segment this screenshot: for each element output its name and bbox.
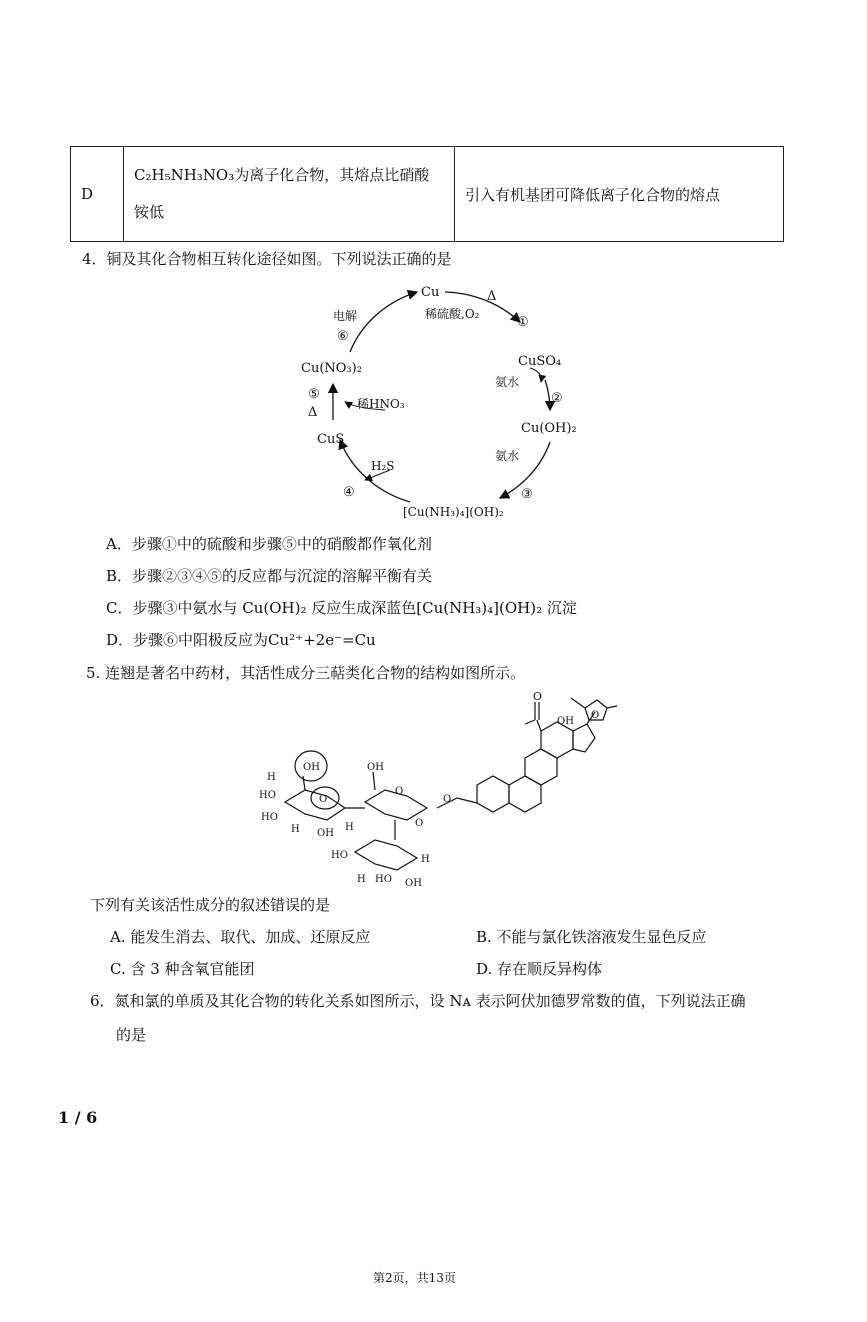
- q6-stem-line1: 6．氮和氯的单质及其化合物的转化关系如图所示，设 Nᴀ 表示阿伏加德罗常数的值，下列说法正确: [90, 992, 746, 1010]
- label-h-4: H: [421, 854, 430, 865]
- reagent-4: H₂S: [371, 459, 395, 473]
- reagent-6: 电解: [333, 309, 358, 323]
- label-ho-2: HO: [261, 812, 278, 823]
- copper-cycle-diagram: [295, 280, 595, 525]
- option-table: [70, 146, 784, 242]
- arrow-step2: [545, 380, 550, 410]
- q6-stem-line2: 的是: [116, 1026, 147, 1044]
- ring-e: [573, 724, 595, 752]
- q5-stem: 5. 连翘是著名中药材，其活性成分三萜类化合物的结构如图所示。: [86, 664, 526, 682]
- row-label: D: [71, 147, 124, 242]
- label-oh-bottom: OH: [405, 878, 422, 889]
- ring-b: [509, 776, 541, 812]
- arrow-step6: [350, 292, 417, 352]
- species-cuno32: Cu(NO₃)₂: [301, 361, 362, 376]
- q5-option-a: A. 能发生消去、取代、加成、还原反应: [110, 928, 371, 946]
- q4-stem: 4．铜及其化合物相互转化途径如图。下列说法正确的是: [82, 250, 452, 268]
- species-cuso4: CuSO₄: [518, 354, 562, 369]
- ring-d: [541, 722, 573, 758]
- heat-mark-5: Δ: [308, 405, 318, 420]
- label-side-oh: OH: [557, 716, 574, 727]
- row-explanation: 引入有机基团可降低离子化合物的熔点: [455, 147, 784, 242]
- reagent-5: 稀HNO₃: [357, 397, 405, 411]
- label-oh-left: OH: [317, 828, 334, 839]
- label-glycoside-o: O: [443, 794, 452, 805]
- q4-option-d: D．步骤⑥中阳极反应为Cu²⁺+2e⁻=Cu: [106, 631, 376, 649]
- step-3: ③: [521, 487, 533, 502]
- sugar-ring-3: [355, 840, 417, 870]
- species-cuoh2: Cu(OH)₂: [521, 421, 577, 436]
- q5-option-b: B. 不能与氯化铁溶液发生显色反应: [476, 928, 707, 946]
- triterpenoid-structure: [245, 690, 625, 890]
- label-oh-mid: OH: [367, 762, 384, 773]
- ring-a: [477, 776, 509, 812]
- species-cu: Cu: [421, 285, 440, 300]
- table-row: [71, 147, 784, 242]
- step-2: ②: [551, 391, 563, 406]
- step-6: ⑥: [337, 329, 349, 344]
- row-statement: C₂H₅NH₃NO₃为离子化合物，其熔点比硝酸铵低: [124, 147, 455, 242]
- reagent-arrow-2: [530, 368, 541, 382]
- q4-option-a: A．步骤①中的硫酸和步骤⑤中的硝酸都作氧化剂: [106, 535, 432, 553]
- step-4: ④: [343, 485, 355, 500]
- label-ho-1: HO: [259, 790, 276, 801]
- species-cus: CuS: [317, 432, 345, 447]
- label-o-ring1: O: [319, 794, 328, 805]
- reagent-1: 稀硫酸,O₂: [425, 307, 480, 321]
- q5-option-d: D. 存在顺反异构体: [476, 960, 603, 978]
- species-complex: [Cu(NH₃)₄](OH)₂: [403, 505, 504, 519]
- label-h-1: H: [267, 772, 276, 783]
- q4-option-c: C．步骤③中氨水与 Cu(OH)₂ 反应生成深蓝色[Cu(NH₃)₄](OH)₂ 沉淀: [106, 599, 577, 617]
- q5-prompt: 下列有关该活性成分的叙述错误的是: [90, 896, 331, 914]
- reagent-2: 氨水: [495, 375, 520, 389]
- label-h-2: H: [291, 824, 300, 835]
- label-ring-o: O: [591, 710, 600, 721]
- reagent-3: 氨水: [495, 449, 520, 463]
- step-1: ①: [517, 315, 529, 330]
- page-footer: 第2页，共13页: [373, 1271, 456, 1285]
- label-ho-3: HO: [331, 850, 348, 861]
- label-o-link: O: [415, 818, 424, 829]
- q4-option-b: B．步骤②③④⑤的反应都与沉淀的溶解平衡有关: [106, 567, 433, 585]
- heat-mark-1: Δ: [487, 289, 497, 304]
- label-h-5: H: [357, 874, 366, 885]
- ring-c: [525, 749, 557, 785]
- label-o-ring2: O: [395, 786, 404, 797]
- label-ho-4: HO: [375, 874, 392, 885]
- page-marker: 1 / 6: [58, 1108, 98, 1127]
- label-oh-top: OH: [303, 762, 320, 773]
- label-ketone-o: O: [533, 690, 543, 703]
- q5-option-c: C. 含 3 种含氧官能团: [110, 960, 255, 978]
- label-h-3: H: [345, 822, 354, 833]
- step-5: ⑤: [308, 387, 320, 402]
